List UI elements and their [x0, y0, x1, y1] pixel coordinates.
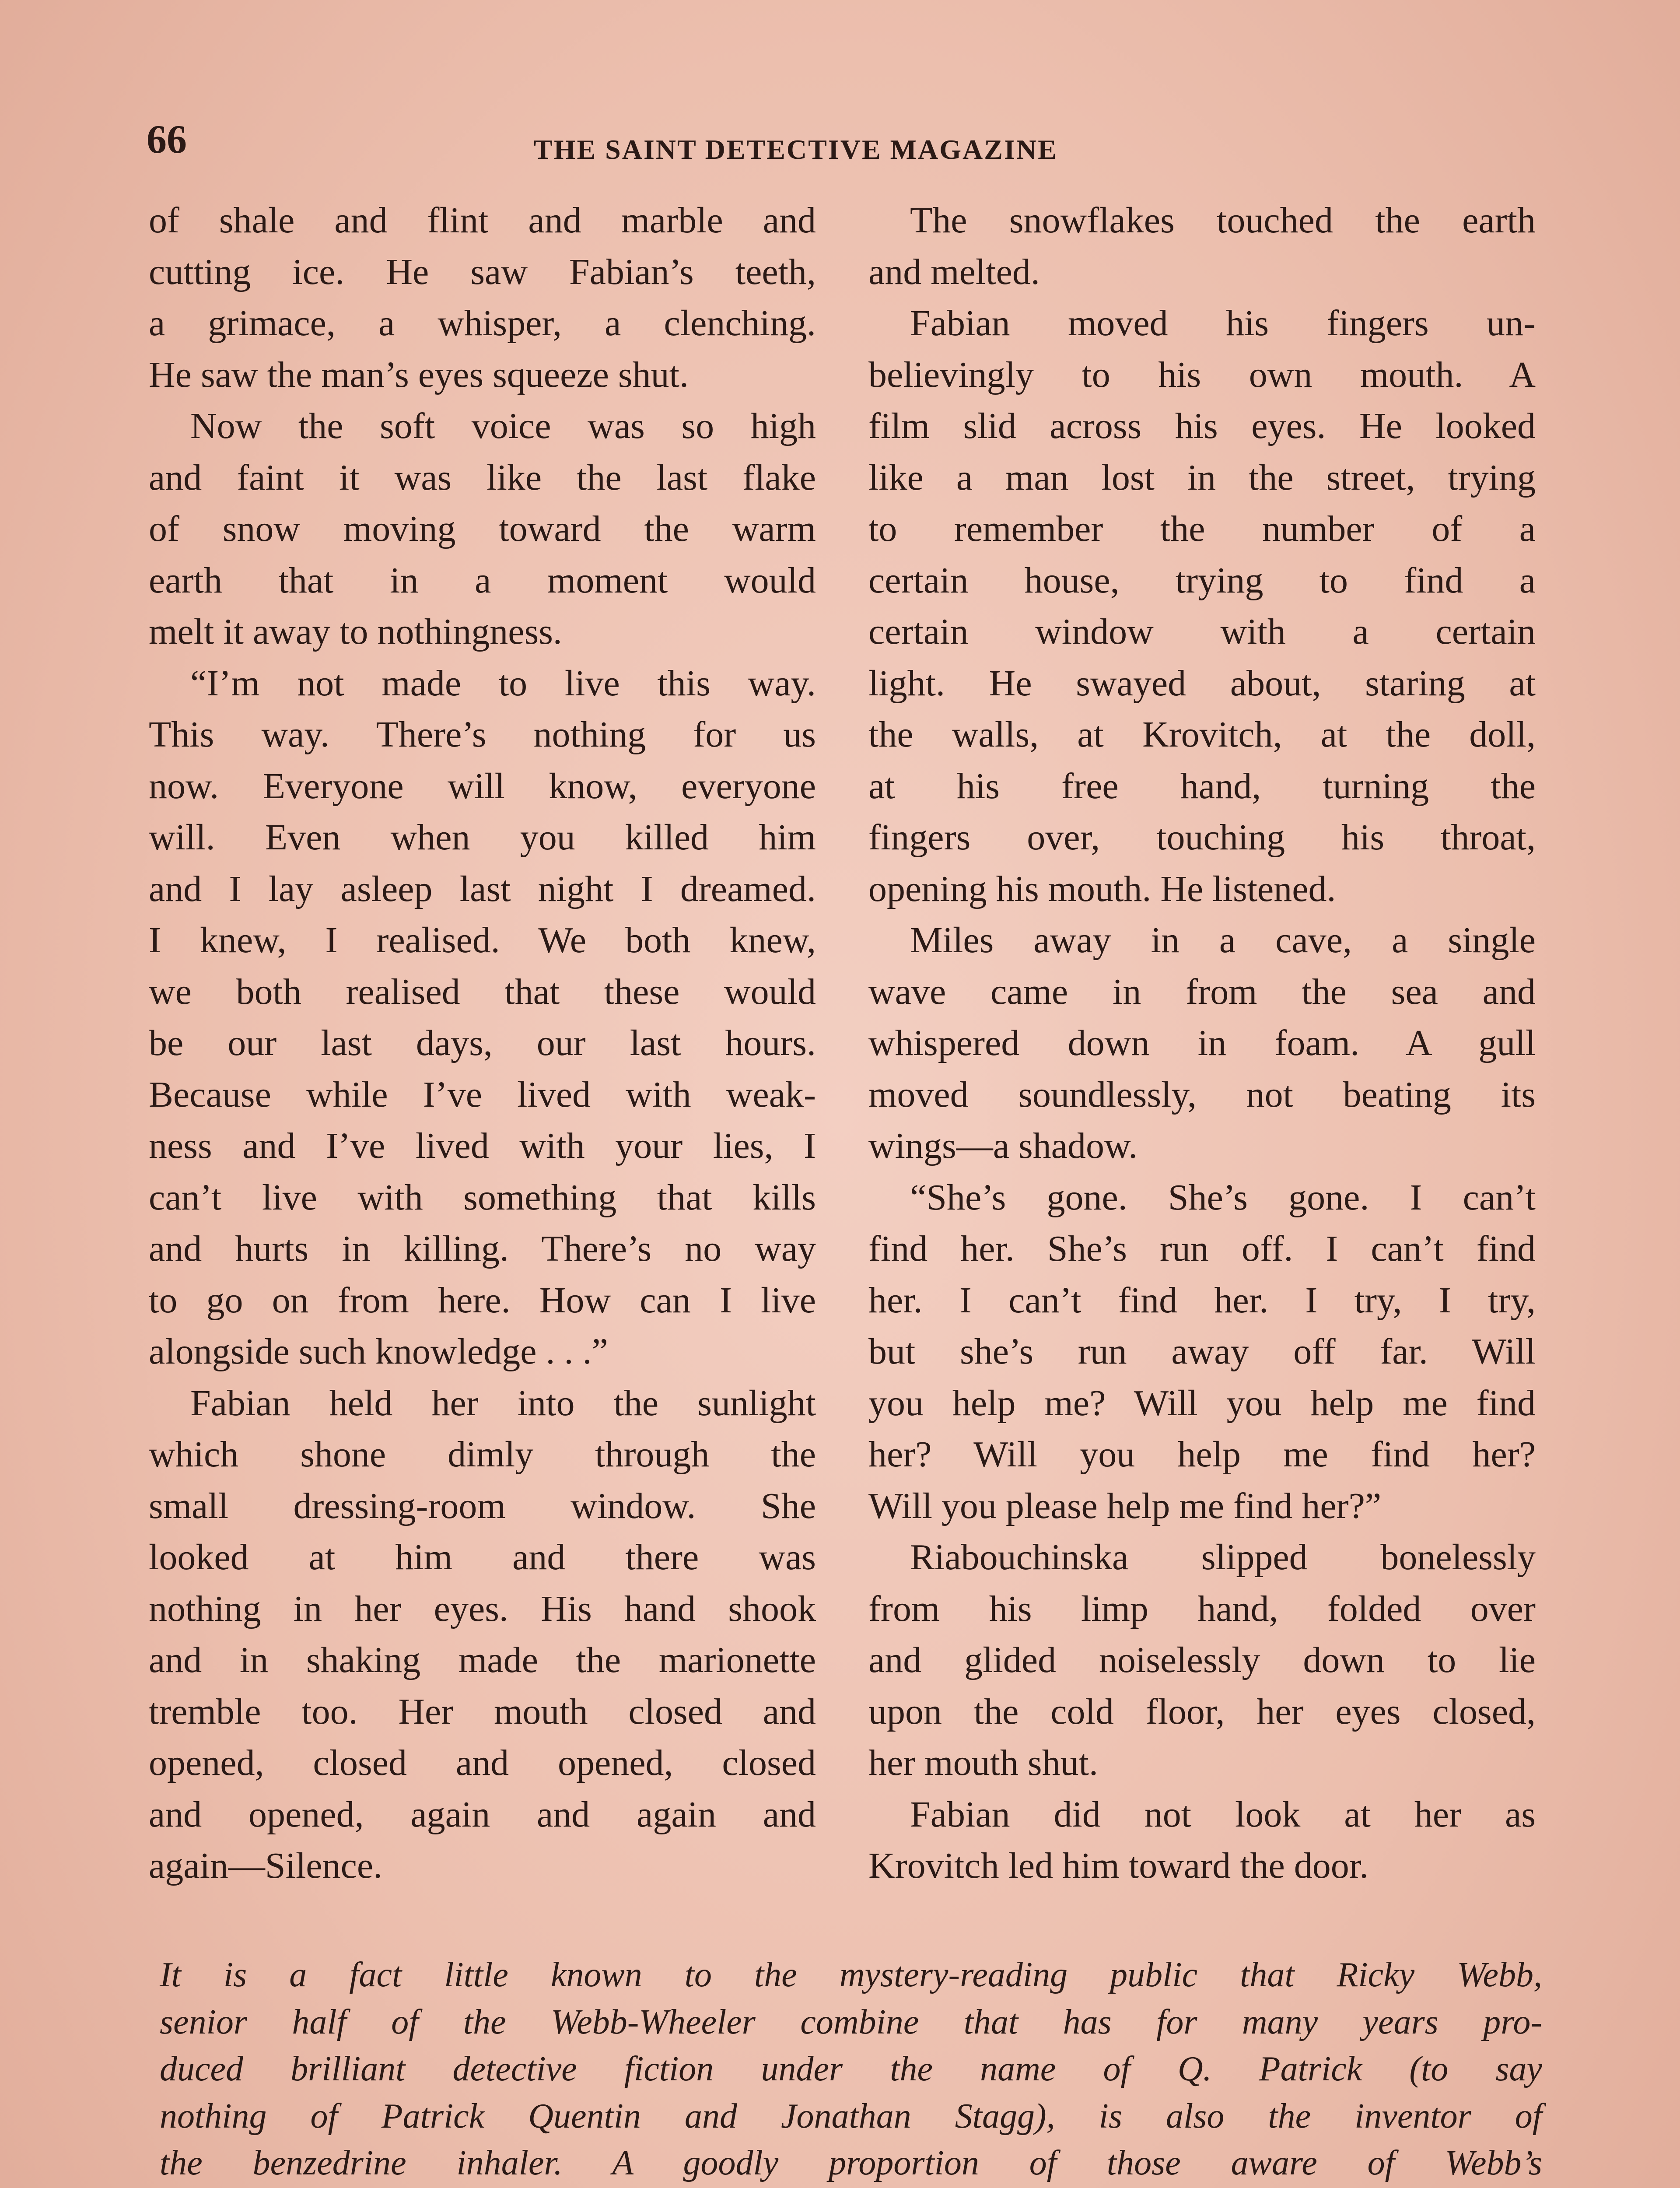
text-line: Miles away in a cave, a single [910, 920, 1536, 961]
text-line: the walls, at Krovitch, at the doll, [868, 714, 1536, 755]
text-line: certain house, trying to find a [868, 560, 1536, 601]
text-line: Will you please help me find her?” [868, 1485, 1382, 1526]
editorial-footnote [160, 1952, 1542, 2188]
text-line: Fabian moved his fingers un- [910, 303, 1536, 344]
text-line: nothing in her eyes. His hand shook [149, 1588, 816, 1629]
text-line: of snow moving toward the warm [149, 508, 816, 549]
text-line: and faint it was like the last flake [149, 457, 816, 498]
text-line: and melted. [868, 251, 1040, 292]
text-line: tremble too. Her mouth closed and [149, 1691, 816, 1732]
text-line: be our last days, our last hours. [149, 1023, 816, 1063]
text-line: small dressing-room window. She [149, 1485, 816, 1526]
text-line: This way. There’s nothing for us [149, 714, 816, 755]
text-line: earth that in a moment would [149, 560, 816, 601]
text-line: of shale and flint and marble and [149, 200, 816, 241]
text-line: we both realised that these would [149, 971, 816, 1012]
footnote-line: It is a fact little known to the mystery-reading public that Ricky Webb, [160, 1956, 1542, 1994]
text-line: “She’s gone. She’s gone. I can’t [910, 1177, 1536, 1218]
text-line: a grimace, a whisper, a clenching. [149, 303, 816, 344]
text-line: fingers over, touching his throat, [868, 817, 1536, 858]
page-number: 66 [147, 117, 187, 161]
text-line: but she’s run away off far. Will [868, 1331, 1536, 1372]
text-line: Krovitch led him toward the door. [868, 1845, 1369, 1886]
text-line: ness and I’ve lived with your lies, I [149, 1126, 816, 1166]
text-line: Now the soft voice was so high [190, 406, 816, 446]
text-line: “I’m not made to live this way. [190, 663, 816, 704]
footnote-line: nothing of Patrick Quentin and Jonathan Stagg), is also the inventor of [160, 2097, 1542, 2135]
text-line: cutting ice. He saw Fabian’s teeth, [149, 251, 816, 292]
text-line: believingly to his own mouth. A [868, 354, 1536, 395]
text-line: and in shaking made the marionette [149, 1640, 816, 1680]
text-line: light. He swayed about, staring at [868, 663, 1536, 704]
text-line: now. Everyone will know, everyone [149, 765, 816, 806]
text-line: her. I can’t find her. I try, I try, [868, 1280, 1536, 1321]
footnote-line: the benzedrine inhaler. A goodly proportion of those aware of Webb’s [160, 2144, 1542, 2182]
text-line: at his free hand, turning the [868, 765, 1536, 806]
text-line: her mouth shut. [868, 1743, 1098, 1783]
text-line: like a man lost in the street, trying [868, 457, 1536, 498]
text-line: opened, closed and opened, closed [149, 1743, 816, 1783]
text-line: and glided noiselessly down to lie [868, 1640, 1536, 1680]
text-line: you help me? Will you help me find [868, 1382, 1536, 1424]
text-line: looked at him and there was [149, 1537, 816, 1578]
text-line: wave came in from the sea and [868, 971, 1536, 1012]
text-line: Because while I’ve lived with weak- [149, 1074, 816, 1115]
text-line: wings—a shadow. [868, 1126, 1138, 1166]
text-line: certain window with a certain [868, 611, 1536, 652]
text-line: her? Will you help me find her? [868, 1434, 1536, 1475]
text-line: find her. She’s run off. I can’t find [868, 1228, 1536, 1269]
text-line: to remember the number of a [868, 508, 1536, 549]
text-line: and I lay asleep last night I dreamed. [149, 868, 816, 909]
text-line: from his limp hand, folded over [868, 1588, 1536, 1629]
text-line: whispered down in foam. A gull [868, 1023, 1536, 1063]
text-line: Riabouchinska slipped bonelessly [910, 1537, 1536, 1578]
text-line: and hurts in killing. There’s no way [149, 1228, 816, 1269]
text-line: and opened, again and again and [149, 1794, 816, 1835]
text-line: opening his mouth. He listened. [868, 868, 1336, 909]
right-text-column [868, 195, 1536, 1892]
text-line: upon the cold floor, her eyes closed, [868, 1691, 1536, 1732]
text-line: again—Silence. [149, 1845, 383, 1886]
text-line: which shone dimly through the [149, 1434, 816, 1475]
text-line: will. Even when you killed him [149, 817, 816, 858]
text-line: The snowflakes touched the earth [910, 200, 1536, 241]
text-line: Fabian did not look at her as [910, 1794, 1536, 1835]
text-line: melt it away to nothingness. [149, 611, 562, 652]
footnote-line: senior half of the Webb-Wheeler combine that has for many years pro- [160, 2002, 1542, 2041]
text-line: moved soundlessly, not beating its [868, 1074, 1536, 1115]
text-line: Fabian held her into the sunlight [190, 1382, 816, 1424]
text-line: I knew, I realised. We both knew, [149, 920, 816, 961]
text-line: film slid across his eyes. He looked [868, 406, 1536, 446]
text-line: alongside such knowledge . . .” [149, 1331, 608, 1372]
text-line: can’t live with something that kills [149, 1177, 816, 1218]
footnote-line: duced brilliant detective fiction under the name of Q. Patrick (to say [160, 2050, 1542, 2088]
running-title: THE SAINT DETECTIVE MAGAZINE [534, 134, 1058, 165]
left-text-column [149, 195, 816, 1892]
text-line: to go on from here. How can I live [149, 1280, 816, 1321]
text-line: He saw the man’s eyes squeeze shut. [149, 354, 689, 395]
